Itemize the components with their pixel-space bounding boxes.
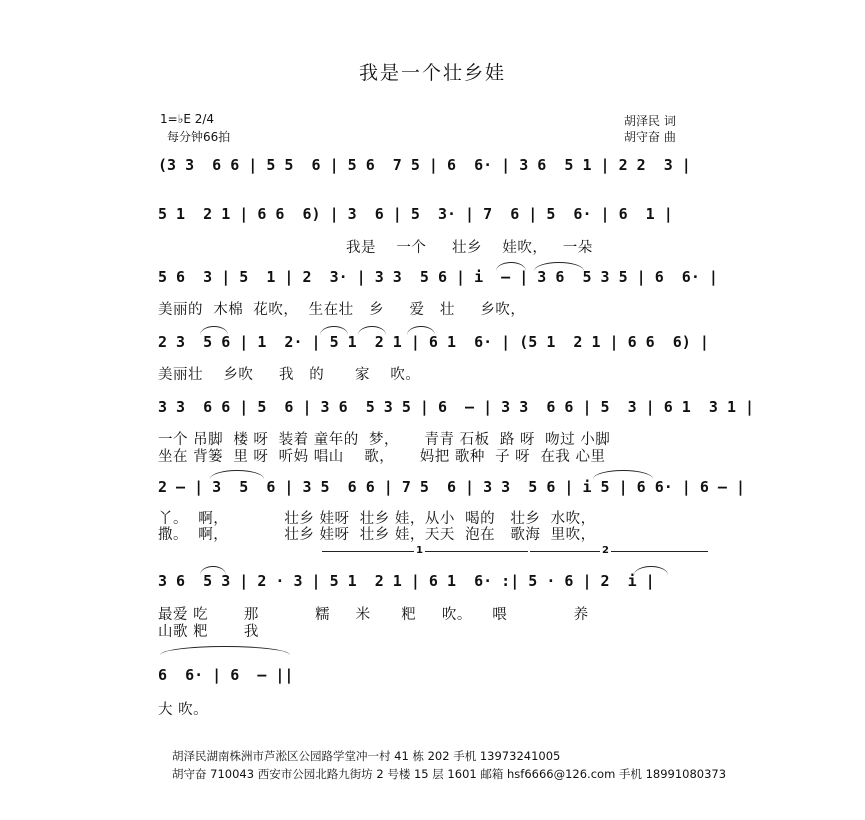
footer-contact-2: 胡守奋 710043 西安市公园北路九街坊 2 号楼 15 层 1601 邮箱 hsf6666@126.com 手机 18991080373 [172,767,727,781]
slur-arc [210,470,264,479]
lyric-line-1: 我是 一个 壮乡 娃吹， 一朵 [346,240,593,256]
slur-arc [358,326,386,335]
music-line-4: 2 3 5 6 | 1 2· | 5 1 2 1 | 6 1 6· | (5 1 2 1 | 6 6 6) | [158,333,709,351]
volta-number-1: 1 [416,545,423,556]
song-title: 我是一个壮乡娃 [358,62,506,84]
music-line-8: 6 6· | 6 — || [158,666,294,684]
footer-contact-1: 胡泽民湖南株洲市芦淞区公园路学堂冲一村 41 栋 202 手机 13973241005 [172,749,561,763]
slur-arc [496,262,526,271]
music-line-6: 2 — | 3 5 6 | 3 5 6 6 | 7 5 6 | 3 3 5 6 | i 5 | 6 6· | 6 — | [158,478,745,496]
volta-bracket-2 [530,551,708,552]
key-signature: 1=♭E 2/4 [160,112,215,126]
lyric-line-10: 大 吹。 [158,702,209,718]
lyric-line-3: 美丽壮 乡吹 我 的 家 吹。 [158,367,421,383]
lyricist-credit: 胡泽民 词 [624,114,676,128]
lyric-line-8: 最爱 吃 那 糯 米 粑 吹。 喂 养 [158,607,589,623]
music-line-3: 5 6 3 | 5 1 | 2 3· | 3 3 5 6 | i — | 3 6 5 3 5 | 6 6· | [158,268,718,286]
volta-bracket-1 [322,551,528,552]
slur-arc [534,262,584,271]
slur-arc [407,326,435,335]
music-line-5: 3 3 6 6 | 5 6 | 3 6 5 3 5 | 6 — | 3 3 6 6 | 5 3 | 6 1 3 1 | [158,398,755,416]
slur-arc [200,326,228,335]
music-line-7: 3 6 5 3 | 2 · 3 | 5 1 2 1 | 6 1 6· :| 5 · 6 | 2 i | [158,572,655,590]
lyric-line-7: 撒。 啊， 壮乡 娃呀 壮乡 娃，天天 泡在 歌海 里吹， [158,527,596,543]
slur-arc [634,566,668,575]
lyric-line-6: 丫。 啊， 壮乡 娃呀 壮乡 娃，从小 喝的 壮乡 水吹， [158,511,596,527]
tie-arc [160,646,290,655]
slur-arc [200,566,226,575]
music-line-2: 5 1 2 1 | 6 6 6) | 3 6 | 5 3· | 7 6 | 5 6· | 6 1 | [158,205,673,223]
music-line-1: (3 3 6 6 | 5 5 6 | 5 6 7 5 | 6 6· | 3 6 5 1 | 2 2 3 | [158,156,691,174]
slur-arc [320,326,348,335]
lyric-line-4: 一个 吊脚 楼 呀 装着 童年的 梦， 青青 石板 路 呀 吻过 小脚 [158,432,611,448]
slur-arc [593,470,653,479]
lyric-line-9: 山歌 粑 我 [158,624,259,640]
composer-credit: 胡守奋 曲 [624,130,676,144]
lyric-line-2: 美丽的 木棉 花吹， 生在壮 乡 爱 壮 乡吹， [158,302,526,318]
tempo-marking: 每分钟66拍 [167,130,231,144]
volta-number-2: 2 [602,545,609,556]
lyric-line-5: 坐在 背篓 里 呀 听妈 唱山 歌， 妈把 歌种 子 呀 在我 心里 [158,449,606,465]
